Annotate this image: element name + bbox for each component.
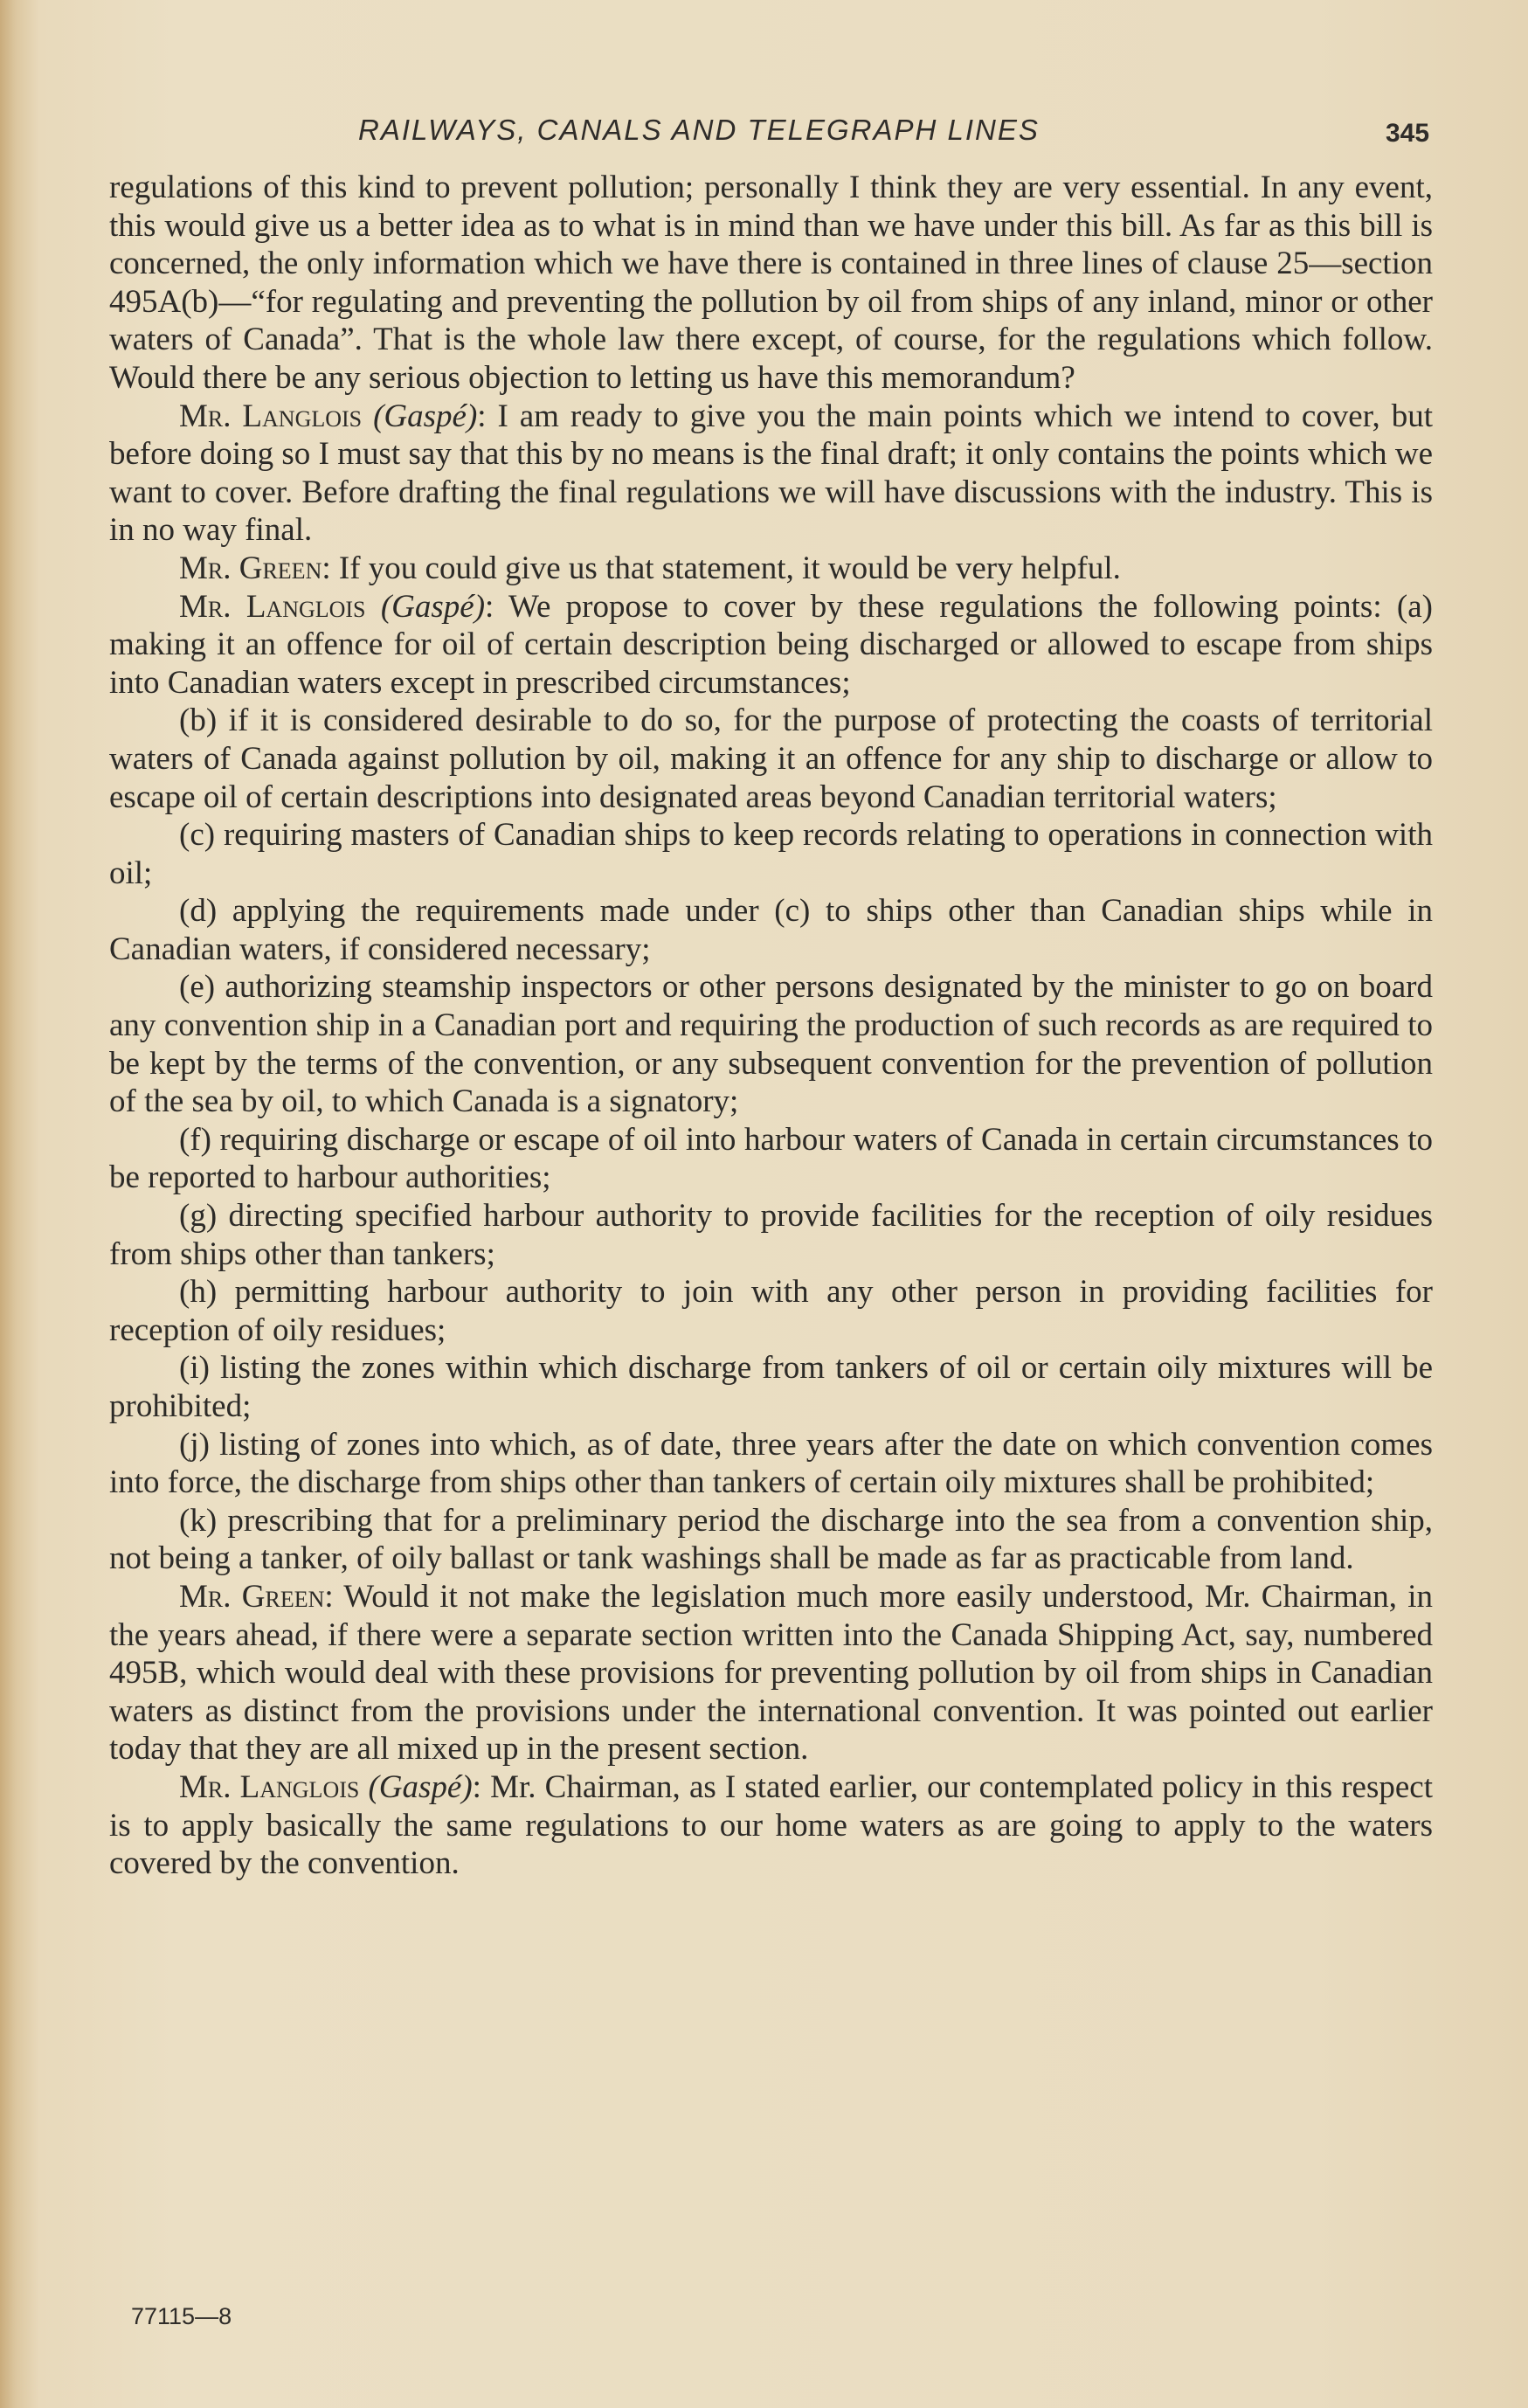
paragraph-text: : Would it not make the legislation much more easily understood, Mr. Chairman, in the years ahead, if there were a separate section written into the Canada Shipping Act, say, numbered 495B, which would deal with these provisions for preventing pollution by oil from ships in Canadian waters as distinct from the provisions under the international convention. It was pointed out earlier today that they are all mixed up in the present section. — [109, 1578, 1433, 1768]
paragraph-text: : I am ready to give you the main points which we intend to cover, but before doing so I must say that this by no means is the final draft; it only contains the points which we want to cover. Before drafting the final regulations we will have discussions with the industry. This is in no way final. — [109, 398, 1434, 549]
list-item — [109, 1349, 1433, 1425]
paragraph — [109, 1768, 1433, 1883]
paragraph-text: : If you could give us that statement, it would be very helpful. — [322, 550, 1121, 586]
page-body — [109, 169, 1433, 1883]
paragraph-text: regulations of this kind to prevent pollution; personally I think they are very essential. In any event, this would give us a better idea as to what is in mind than we have under this bill. As far as this bill is concerned, the only information which we have there is contained in three lines of clause 25—section 495A(b)—“for regulating and preventing the pollution by oil from ships of any inland, minor or other waters of Canada”. That is the whole law there except, of course, for the regulations which follow. Would there be any serious objection to letting us have this memorandum? — [109, 170, 1433, 396]
paragraph — [109, 1578, 1433, 1768]
list-item — [109, 702, 1433, 816]
paragraph-text: (g) directing specified harbour authority to provide facilities for the reception of oily residues from ships other than tankers; — [109, 1198, 1433, 1272]
list-item — [109, 892, 1433, 968]
paragraph-text: (f) requiring discharge or escape of oil into harbour waters of Canada in certain circumstances to be reported to harbour authorities; — [109, 1121, 1433, 1196]
list-item — [109, 1502, 1433, 1578]
paragraph-text: (b) if it is considered desirable to do so, for the purpose of protecting the coasts of territorial waters of Canada against pollution by oil, making it an offence for any ship to discharge or allow to escape oil of certain descriptions into designated areas beyond Canadian territorial waters; — [109, 702, 1433, 815]
paragraph — [109, 169, 1433, 398]
paragraph-text: (e) authorizing steamship inspectors or other persons designated by the minister to go on board any convention ship in a Canadian port and requiring the production of such records as are required to be kept by the terms of the convention, or any subsequent convention for the prevention of pollution of the sea by oil, to which Canada is a signatory; — [109, 969, 1433, 1120]
list-item — [109, 968, 1433, 1120]
paragraph-text: (i) listing the zones within which discharge from tankers of oil or certain oily mixtures will be prohibited; — [109, 1350, 1433, 1424]
speaker-name: Mr. Langlois — [179, 1768, 360, 1805]
paragraph — [109, 588, 1433, 702]
paragraph-text: (k) prescribing that for a preliminary period the discharge into the sea from a convention ship, not being a tanker, of oily ballast or tank washings shall be made as far as practicable from land. — [109, 1502, 1433, 1577]
paragraph — [109, 550, 1433, 588]
speaker-riding: (Gaspé) — [373, 398, 478, 434]
speaker-name: Mr. Green — [179, 550, 322, 586]
list-item — [109, 1426, 1433, 1502]
speaker-riding: (Gaspé) — [368, 1768, 473, 1805]
list-item — [109, 1121, 1433, 1197]
paragraph-text: (h) permitting harbour authority to join with any other person in providing facilities for reception of oily residues; — [109, 1274, 1433, 1348]
page-number: 345 — [1386, 119, 1430, 148]
list-item — [109, 1197, 1433, 1273]
paragraph — [109, 398, 1433, 550]
speaker-name: Mr. Green — [179, 1578, 325, 1615]
speaker-riding: (Gaspé) — [380, 588, 486, 625]
paragraph-text: (d) applying the requirements made under (c) to ships other than Canadian ships while in Canadian waters, if considered necessary; — [109, 893, 1433, 967]
list-item — [109, 1273, 1433, 1349]
page-header — [0, 103, 1528, 156]
list-item — [109, 816, 1433, 892]
speaker-name: Mr. Langlois — [179, 398, 363, 434]
print-code: 77115—8 — [131, 2303, 232, 2329]
paragraph-text: (j) listing of zones into which, as of date, three years after the date on which convention comes into force, the discharge from ships other than tankers of certain oily mixtures shall be prohibited; — [109, 1426, 1433, 1501]
paragraph-text: (c) requiring masters of Canadian ships to keep records relating to operations in connection with oil; — [109, 817, 1433, 891]
running-head: RAILWAYS, CANALS AND TELEGRAPH LINES — [358, 114, 1040, 146]
paragraph-text: : We propose to cover by these regulations the following points: (a) making it an offence for oil of certain description being discharged or allowed to escape from ships into Canadian waters except in prescribed circumstances; — [109, 588, 1433, 701]
paragraph-text: : Mr. Chairman, as I stated earlier, our contemplated policy in this respect is to apply basically the same regulations to our home waters as are going to apply to the waters covered by the convention. — [109, 1768, 1433, 1882]
speaker-name: Mr. Langlois — [179, 588, 366, 625]
